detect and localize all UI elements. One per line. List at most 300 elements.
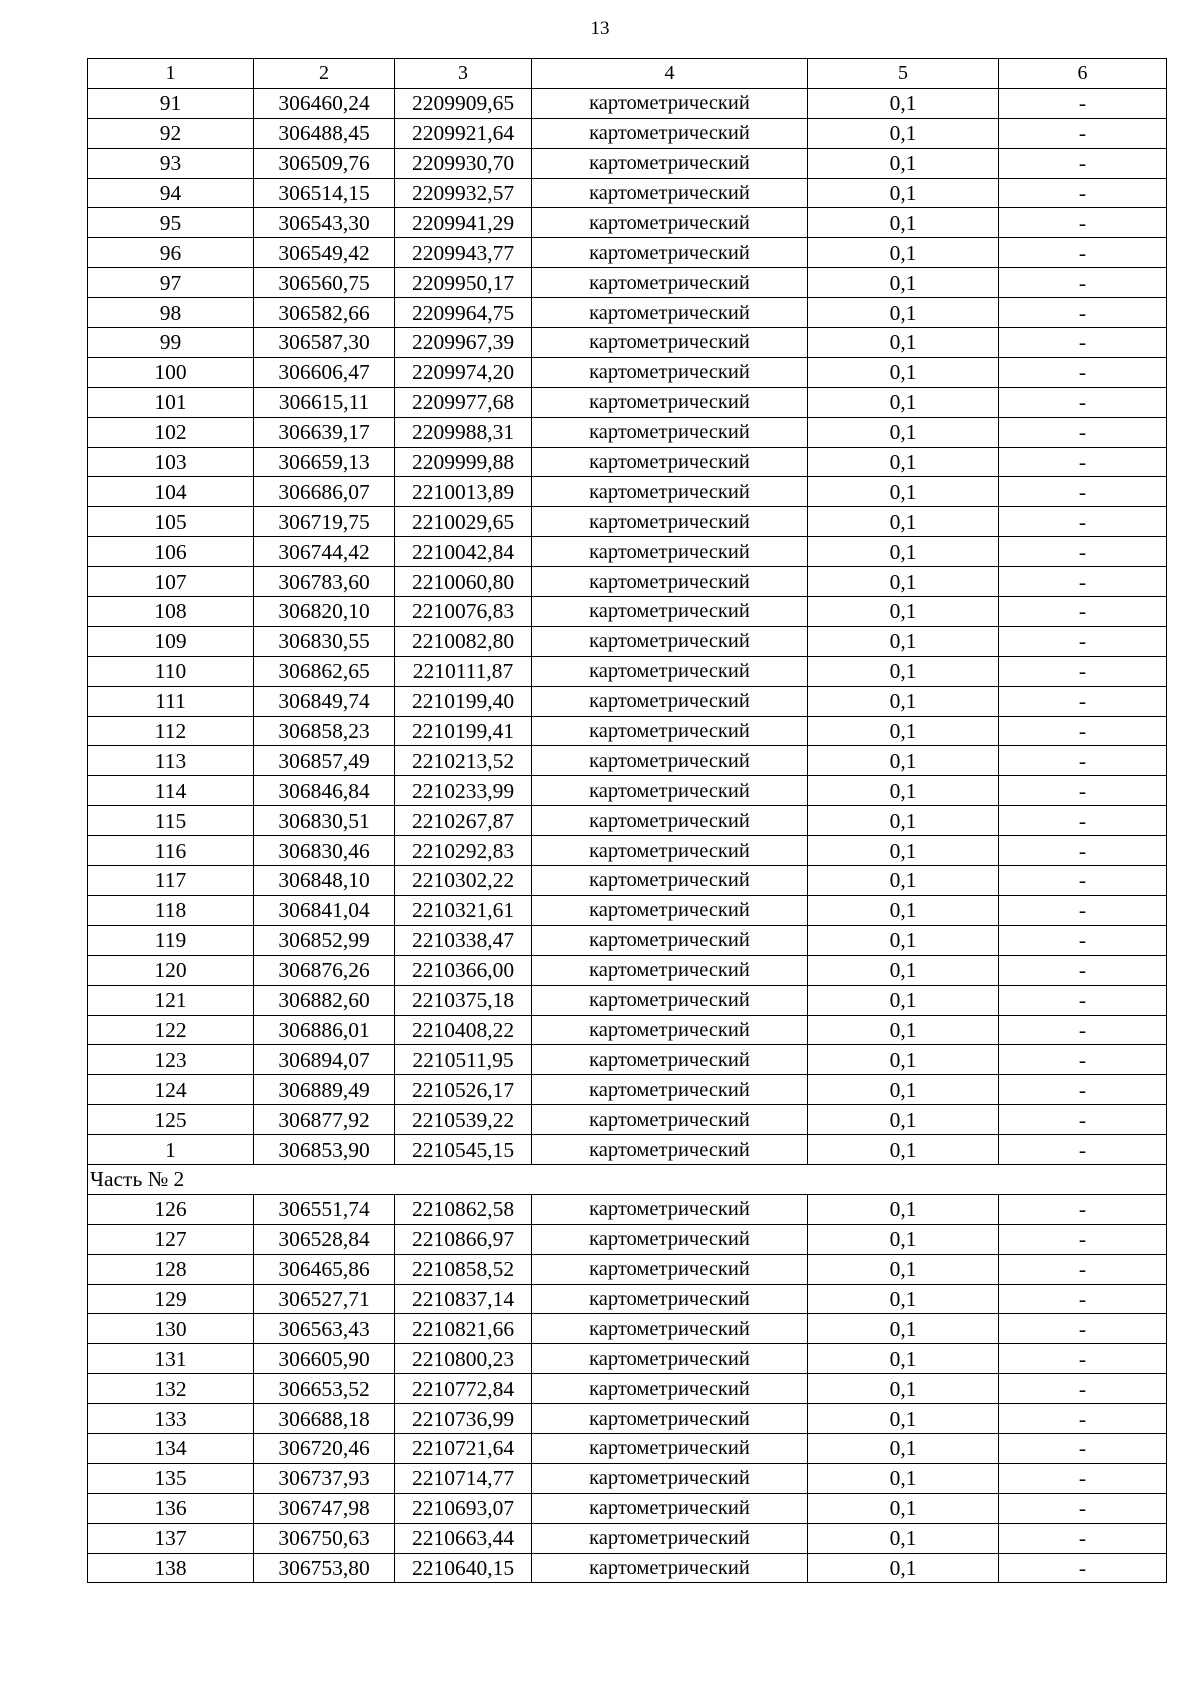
point-number-cell: 119: [88, 925, 254, 955]
point-number-cell: 127: [88, 1224, 254, 1254]
accuracy-cell: 0,1: [808, 686, 999, 716]
method-cell: картометрический: [532, 1433, 808, 1463]
x-coordinate-cell: 306719,75: [254, 507, 395, 537]
accuracy-cell: 0,1: [808, 626, 999, 656]
accuracy-cell: 0,1: [808, 1433, 999, 1463]
method-cell: картометрический: [532, 1523, 808, 1553]
x-coordinate-cell: 306783,60: [254, 567, 395, 597]
point-number-cell: 99: [88, 328, 254, 358]
accuracy-cell: 0,1: [808, 1523, 999, 1553]
method-cell: картометрический: [532, 597, 808, 627]
y-coordinate-cell: 2210837,14: [395, 1284, 532, 1314]
y-coordinate-cell: 2210267,87: [395, 806, 532, 836]
method-cell: картометрический: [532, 1493, 808, 1523]
table-row: [88, 626, 1167, 656]
accuracy-cell: 0,1: [808, 268, 999, 298]
method-cell: картометрический: [532, 1105, 808, 1135]
table-row: [88, 686, 1167, 716]
x-coordinate-cell: 306560,75: [254, 268, 395, 298]
x-coordinate-cell: 306606,47: [254, 357, 395, 387]
method-cell: картометрический: [532, 88, 808, 118]
method-cell: картометрический: [532, 1284, 808, 1314]
table-row: [88, 746, 1167, 776]
point-number-cell: 104: [88, 477, 254, 507]
note-cell: -: [999, 1105, 1167, 1135]
accuracy-cell: 0,1: [808, 1015, 999, 1045]
y-coordinate-cell: 2210321,61: [395, 895, 532, 925]
x-coordinate-cell: 306509,76: [254, 148, 395, 178]
point-number-cell: 125: [88, 1105, 254, 1135]
x-coordinate-cell: 306889,49: [254, 1075, 395, 1105]
note-cell: -: [999, 895, 1167, 925]
accuracy-cell: 0,1: [808, 955, 999, 985]
method-cell: картометрический: [532, 298, 808, 328]
point-number-cell: 94: [88, 178, 254, 208]
coordinates-table: [87, 58, 1167, 1583]
y-coordinate-cell: 2210302,22: [395, 866, 532, 896]
x-coordinate-cell: 306862,65: [254, 656, 395, 686]
accuracy-cell: 0,1: [808, 118, 999, 148]
method-cell: картометрический: [532, 357, 808, 387]
point-number-cell: 98: [88, 298, 254, 328]
point-number-cell: 108: [88, 597, 254, 627]
accuracy-cell: 0,1: [808, 1374, 999, 1404]
point-number-cell: 136: [88, 1493, 254, 1523]
table-row: [88, 1075, 1167, 1105]
accuracy-cell: 0,1: [808, 88, 999, 118]
table-row: [88, 955, 1167, 985]
point-number-cell: 1: [88, 1135, 254, 1165]
accuracy-cell: 0,1: [808, 1463, 999, 1493]
note-cell: -: [999, 298, 1167, 328]
x-coordinate-cell: 306605,90: [254, 1344, 395, 1374]
accuracy-cell: 0,1: [808, 537, 999, 567]
table-row: [88, 597, 1167, 627]
y-coordinate-cell: 2210866,97: [395, 1224, 532, 1254]
table-row: [88, 1224, 1167, 1254]
point-number-cell: 131: [88, 1344, 254, 1374]
accuracy-cell: 0,1: [808, 1224, 999, 1254]
point-number-cell: 114: [88, 776, 254, 806]
method-cell: картометрический: [532, 626, 808, 656]
table-row: [88, 238, 1167, 268]
y-coordinate-cell: 2210511,95: [395, 1045, 532, 1075]
y-coordinate-cell: 2210199,41: [395, 716, 532, 746]
x-coordinate-cell: 306686,07: [254, 477, 395, 507]
point-number-cell: 97: [88, 268, 254, 298]
method-cell: картометрический: [532, 746, 808, 776]
accuracy-cell: 0,1: [808, 895, 999, 925]
accuracy-cell: 0,1: [808, 1493, 999, 1523]
note-cell: -: [999, 1045, 1167, 1075]
accuracy-cell: 0,1: [808, 836, 999, 866]
table-row: [88, 507, 1167, 537]
accuracy-cell: 0,1: [808, 1105, 999, 1135]
x-coordinate-cell: 306747,98: [254, 1493, 395, 1523]
table-row: [88, 925, 1167, 955]
y-coordinate-cell: 2210338,47: [395, 925, 532, 955]
table-row: [88, 118, 1167, 148]
table-row: [88, 268, 1167, 298]
note-cell: -: [999, 1433, 1167, 1463]
note-cell: -: [999, 208, 1167, 238]
table-row: [88, 537, 1167, 567]
x-coordinate-cell: 306582,66: [254, 298, 395, 328]
x-coordinate-cell: 306720,46: [254, 1433, 395, 1463]
note-cell: -: [999, 1463, 1167, 1493]
y-coordinate-cell: 2210375,18: [395, 985, 532, 1015]
accuracy-cell: 0,1: [808, 357, 999, 387]
y-coordinate-cell: 2209950,17: [395, 268, 532, 298]
note-cell: -: [999, 387, 1167, 417]
y-coordinate-cell: 2209921,64: [395, 118, 532, 148]
table-row: [88, 357, 1167, 387]
table-row: [88, 776, 1167, 806]
y-coordinate-cell: 2209967,39: [395, 328, 532, 358]
table-row: [88, 208, 1167, 238]
table-row: [88, 447, 1167, 477]
method-cell: картометрический: [532, 268, 808, 298]
y-coordinate-cell: 2209977,68: [395, 387, 532, 417]
y-coordinate-cell: 2209909,65: [395, 88, 532, 118]
note-cell: -: [999, 925, 1167, 955]
accuracy-cell: 0,1: [808, 985, 999, 1015]
accuracy-cell: 0,1: [808, 925, 999, 955]
method-cell: картометрический: [532, 925, 808, 955]
method-cell: картометрический: [532, 1344, 808, 1374]
y-coordinate-cell: 2210545,15: [395, 1135, 532, 1165]
y-coordinate-cell: 2210082,80: [395, 626, 532, 656]
point-number-cell: 91: [88, 88, 254, 118]
note-cell: -: [999, 955, 1167, 985]
table-header-row: [88, 59, 1167, 89]
point-number-cell: 132: [88, 1374, 254, 1404]
table-row: [88, 477, 1167, 507]
note-cell: -: [999, 656, 1167, 686]
method-cell: картометрический: [532, 328, 808, 358]
x-coordinate-cell: 306527,71: [254, 1284, 395, 1314]
y-coordinate-cell: 2210821,66: [395, 1314, 532, 1344]
y-coordinate-cell: 2210663,44: [395, 1523, 532, 1553]
table-row: [88, 328, 1167, 358]
point-number-cell: 107: [88, 567, 254, 597]
note-cell: -: [999, 357, 1167, 387]
method-cell: картометрический: [532, 955, 808, 985]
table-row: [88, 716, 1167, 746]
method-cell: картометрический: [532, 1045, 808, 1075]
table-row: [88, 1045, 1167, 1075]
point-number-cell: 95: [88, 208, 254, 238]
point-number-cell: 105: [88, 507, 254, 537]
note-cell: -: [999, 626, 1167, 656]
method-cell: картометрический: [532, 895, 808, 925]
accuracy-cell: 0,1: [808, 1254, 999, 1284]
method-cell: картометрический: [532, 567, 808, 597]
note-cell: -: [999, 268, 1167, 298]
y-coordinate-cell: 2210736,99: [395, 1404, 532, 1434]
y-coordinate-cell: 2210111,87: [395, 656, 532, 686]
column-header: 6: [999, 59, 1167, 89]
accuracy-cell: 0,1: [808, 1553, 999, 1583]
table-body: [88, 59, 1167, 1583]
method-cell: картометрический: [532, 118, 808, 148]
x-coordinate-cell: 306750,63: [254, 1523, 395, 1553]
y-coordinate-cell: 2209943,77: [395, 238, 532, 268]
table-row: [88, 567, 1167, 597]
note-cell: -: [999, 328, 1167, 358]
note-cell: -: [999, 148, 1167, 178]
x-coordinate-cell: 306615,11: [254, 387, 395, 417]
y-coordinate-cell: 2209988,31: [395, 417, 532, 447]
table-row: [88, 1015, 1167, 1045]
point-number-cell: 137: [88, 1523, 254, 1553]
point-number-cell: 134: [88, 1433, 254, 1463]
method-cell: картометрический: [532, 1314, 808, 1344]
note-cell: -: [999, 1553, 1167, 1583]
y-coordinate-cell: 2210640,15: [395, 1553, 532, 1583]
method-cell: картометрический: [532, 1075, 808, 1105]
accuracy-cell: 0,1: [808, 866, 999, 896]
note-cell: -: [999, 716, 1167, 746]
note-cell: -: [999, 1493, 1167, 1523]
method-cell: картометрический: [532, 776, 808, 806]
accuracy-cell: 0,1: [808, 1404, 999, 1434]
method-cell: картометрический: [532, 208, 808, 238]
note-cell: -: [999, 1344, 1167, 1374]
method-cell: картометрический: [532, 238, 808, 268]
y-coordinate-cell: 2209999,88: [395, 447, 532, 477]
note-cell: -: [999, 746, 1167, 776]
x-coordinate-cell: 306846,84: [254, 776, 395, 806]
table-row: [88, 1404, 1167, 1434]
table-row: [88, 895, 1167, 925]
y-coordinate-cell: 2209974,20: [395, 357, 532, 387]
x-coordinate-cell: 306858,23: [254, 716, 395, 746]
accuracy-cell: 0,1: [808, 1194, 999, 1224]
x-coordinate-cell: 306688,18: [254, 1404, 395, 1434]
column-header: 3: [395, 59, 532, 89]
accuracy-cell: 0,1: [808, 597, 999, 627]
point-number-cell: 138: [88, 1553, 254, 1583]
y-coordinate-cell: 2210060,80: [395, 567, 532, 597]
accuracy-cell: 0,1: [808, 238, 999, 268]
table-row: [88, 1493, 1167, 1523]
x-coordinate-cell: 306882,60: [254, 985, 395, 1015]
accuracy-cell: 0,1: [808, 1284, 999, 1314]
note-cell: -: [999, 1314, 1167, 1344]
table-row: [88, 866, 1167, 896]
y-coordinate-cell: 2209941,29: [395, 208, 532, 238]
accuracy-cell: 0,1: [808, 387, 999, 417]
x-coordinate-cell: 306820,10: [254, 597, 395, 627]
accuracy-cell: 0,1: [808, 776, 999, 806]
x-coordinate-cell: 306853,90: [254, 1135, 395, 1165]
x-coordinate-cell: 306563,43: [254, 1314, 395, 1344]
y-coordinate-cell: 2210772,84: [395, 1374, 532, 1404]
method-cell: картометрический: [532, 1194, 808, 1224]
table-row: [88, 1105, 1167, 1135]
method-cell: картометрический: [532, 447, 808, 477]
point-number-cell: 112: [88, 716, 254, 746]
x-coordinate-cell: 306857,49: [254, 746, 395, 776]
x-coordinate-cell: 306849,74: [254, 686, 395, 716]
accuracy-cell: 0,1: [808, 148, 999, 178]
x-coordinate-cell: 306830,55: [254, 626, 395, 656]
method-cell: картометрический: [532, 1404, 808, 1434]
y-coordinate-cell: 2209964,75: [395, 298, 532, 328]
method-cell: картометрический: [532, 1553, 808, 1583]
y-coordinate-cell: 2210858,52: [395, 1254, 532, 1284]
section-title-row: [88, 1164, 1167, 1194]
y-coordinate-cell: 2210366,00: [395, 955, 532, 985]
column-header: 2: [254, 59, 395, 89]
note-cell: -: [999, 1224, 1167, 1254]
y-coordinate-cell: 2210800,23: [395, 1344, 532, 1374]
method-cell: картометрический: [532, 537, 808, 567]
accuracy-cell: 0,1: [808, 507, 999, 537]
table-row: [88, 1374, 1167, 1404]
point-number-cell: 111: [88, 686, 254, 716]
method-cell: картометрический: [532, 507, 808, 537]
y-coordinate-cell: 2210076,83: [395, 597, 532, 627]
y-coordinate-cell: 2210714,77: [395, 1463, 532, 1493]
point-number-cell: 115: [88, 806, 254, 836]
point-number-cell: 123: [88, 1045, 254, 1075]
accuracy-cell: 0,1: [808, 417, 999, 447]
table-row: [88, 178, 1167, 208]
x-coordinate-cell: 306753,80: [254, 1553, 395, 1583]
note-cell: -: [999, 507, 1167, 537]
accuracy-cell: 0,1: [808, 1344, 999, 1374]
table-row: [88, 387, 1167, 417]
x-coordinate-cell: 306830,46: [254, 836, 395, 866]
accuracy-cell: 0,1: [808, 656, 999, 686]
x-coordinate-cell: 306488,45: [254, 118, 395, 148]
x-coordinate-cell: 306528,84: [254, 1224, 395, 1254]
point-number-cell: 109: [88, 626, 254, 656]
method-cell: картометрический: [532, 477, 808, 507]
note-cell: -: [999, 985, 1167, 1015]
y-coordinate-cell: 2209932,57: [395, 178, 532, 208]
y-coordinate-cell: 2210693,07: [395, 1493, 532, 1523]
method-cell: картометрический: [532, 1463, 808, 1493]
accuracy-cell: 0,1: [808, 806, 999, 836]
table-row: [88, 148, 1167, 178]
y-coordinate-cell: 2210029,65: [395, 507, 532, 537]
table-row: [88, 417, 1167, 447]
table-row: [88, 1194, 1167, 1224]
note-cell: -: [999, 1135, 1167, 1165]
note-cell: -: [999, 88, 1167, 118]
x-coordinate-cell: 306841,04: [254, 895, 395, 925]
x-coordinate-cell: 306886,01: [254, 1015, 395, 1045]
accuracy-cell: 0,1: [808, 1045, 999, 1075]
table-row: [88, 1254, 1167, 1284]
table-row: [88, 806, 1167, 836]
accuracy-cell: 0,1: [808, 178, 999, 208]
x-coordinate-cell: 306876,26: [254, 955, 395, 985]
x-coordinate-cell: 306877,92: [254, 1105, 395, 1135]
x-coordinate-cell: 306639,17: [254, 417, 395, 447]
point-number-cell: 130: [88, 1314, 254, 1344]
note-cell: -: [999, 1075, 1167, 1105]
note-cell: -: [999, 597, 1167, 627]
y-coordinate-cell: 2210013,89: [395, 477, 532, 507]
method-cell: картометрический: [532, 806, 808, 836]
y-coordinate-cell: 2210292,83: [395, 836, 532, 866]
accuracy-cell: 0,1: [808, 1135, 999, 1165]
point-number-cell: 116: [88, 836, 254, 866]
note-cell: -: [999, 1194, 1167, 1224]
section-title: Часть № 2: [88, 1164, 1167, 1194]
table-row: [88, 656, 1167, 686]
column-header: 4: [532, 59, 808, 89]
y-coordinate-cell: 2210213,52: [395, 746, 532, 776]
note-cell: -: [999, 1254, 1167, 1284]
accuracy-cell: 0,1: [808, 1075, 999, 1105]
method-cell: картометрический: [532, 985, 808, 1015]
table-row: [88, 1284, 1167, 1314]
point-number-cell: 100: [88, 357, 254, 387]
page-number: 13: [590, 18, 610, 39]
table-row: [88, 298, 1167, 328]
note-cell: -: [999, 447, 1167, 477]
method-cell: картометрический: [532, 686, 808, 716]
y-coordinate-cell: 2210539,22: [395, 1105, 532, 1135]
table-row: [88, 1135, 1167, 1165]
method-cell: картометрический: [532, 148, 808, 178]
x-coordinate-cell: 306737,93: [254, 1463, 395, 1493]
point-number-cell: 124: [88, 1075, 254, 1105]
accuracy-cell: 0,1: [808, 477, 999, 507]
point-number-cell: 129: [88, 1284, 254, 1314]
column-header: 1: [88, 59, 254, 89]
note-cell: -: [999, 686, 1167, 716]
table-row: [88, 1463, 1167, 1493]
method-cell: картометрический: [532, 836, 808, 866]
y-coordinate-cell: 2210862,58: [395, 1194, 532, 1224]
method-cell: картометрический: [532, 656, 808, 686]
accuracy-cell: 0,1: [808, 567, 999, 597]
method-cell: картометрический: [532, 1254, 808, 1284]
point-number-cell: 93: [88, 148, 254, 178]
point-number-cell: 121: [88, 985, 254, 1015]
note-cell: -: [999, 1284, 1167, 1314]
method-cell: картометрический: [532, 716, 808, 746]
accuracy-cell: 0,1: [808, 447, 999, 477]
method-cell: картометрический: [532, 387, 808, 417]
y-coordinate-cell: 2210042,84: [395, 537, 532, 567]
point-number-cell: 133: [88, 1404, 254, 1434]
x-coordinate-cell: 306549,42: [254, 238, 395, 268]
method-cell: картометрический: [532, 417, 808, 447]
x-coordinate-cell: 306587,30: [254, 328, 395, 358]
method-cell: картометрический: [532, 1224, 808, 1254]
note-cell: -: [999, 537, 1167, 567]
x-coordinate-cell: 306744,42: [254, 537, 395, 567]
point-number-cell: 126: [88, 1194, 254, 1224]
point-number-cell: 101: [88, 387, 254, 417]
table-row: [88, 1523, 1167, 1553]
table-row: [88, 836, 1167, 866]
note-cell: -: [999, 806, 1167, 836]
note-cell: -: [999, 836, 1167, 866]
x-coordinate-cell: 306659,13: [254, 447, 395, 477]
point-number-cell: 110: [88, 656, 254, 686]
method-cell: картометрический: [532, 1015, 808, 1045]
note-cell: -: [999, 776, 1167, 806]
accuracy-cell: 0,1: [808, 328, 999, 358]
